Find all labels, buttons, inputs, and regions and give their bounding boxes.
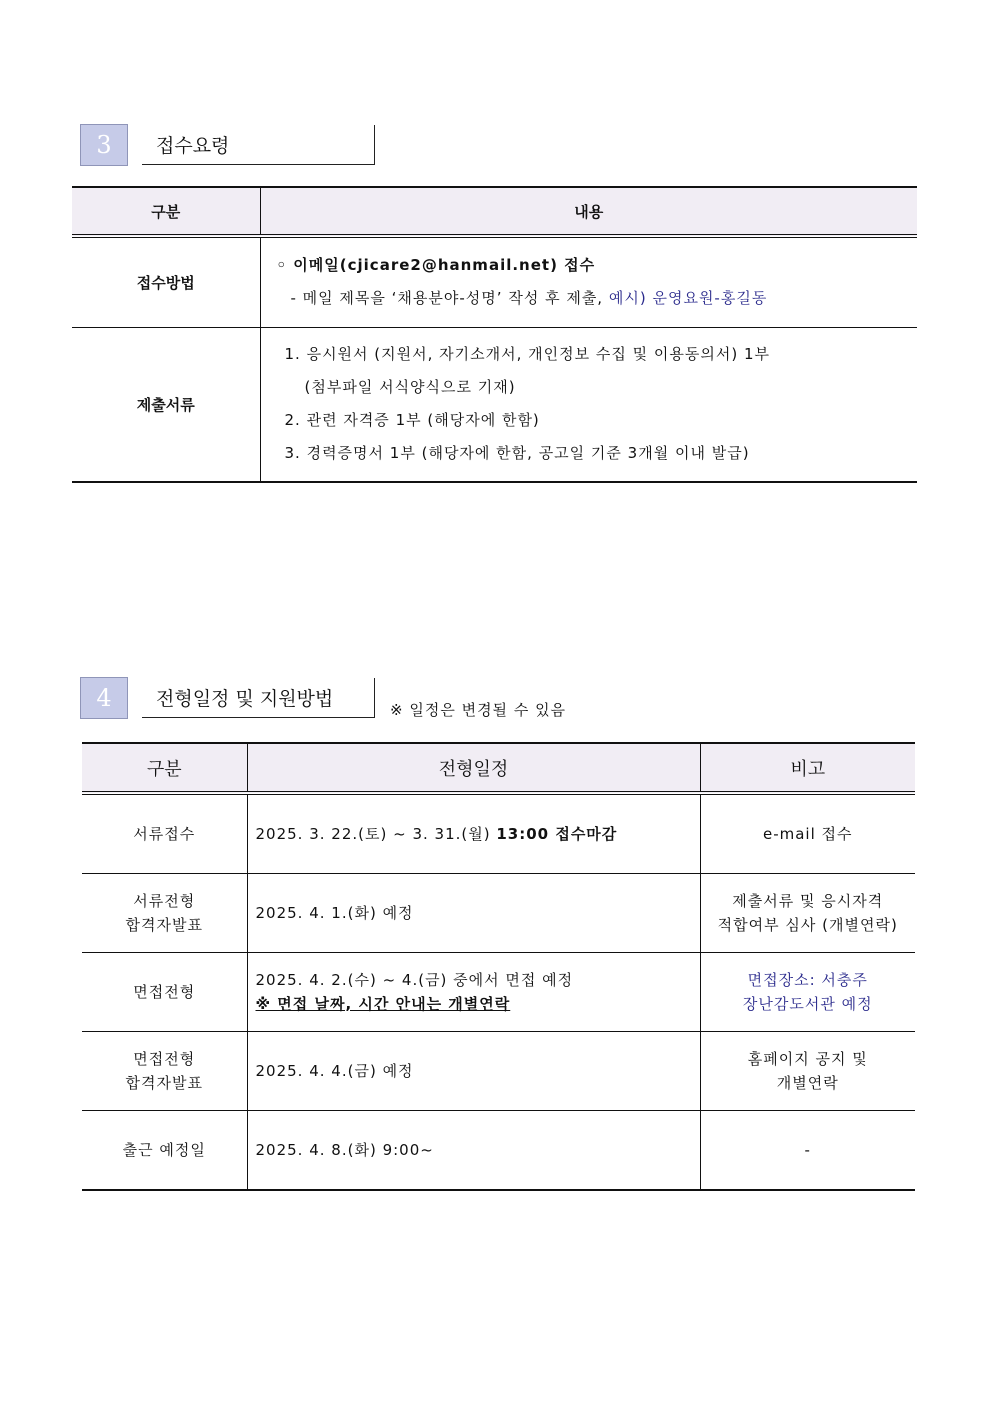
header-content: 내용 [260,187,917,236]
application-table [72,186,917,483]
row-schedule: 2025. 4. 4.(금) 예정 [247,1032,700,1111]
schedule-text: 2025. 3. 22.(토) ~ 3. 31.(월) [255,825,491,843]
doc-item: 1. 응시원서 (지원서, 자기소개서, 개인정보 수집 및 이용동의서) 1부 [284,345,770,364]
doc-item-note: (첨부파일 서식양식으로 기재) [304,378,516,397]
subject-instruction: - 메일 제목을 ‘채용분야-성명’ 작성 후 제출, [290,289,604,308]
header-remark: 비고 [700,743,915,793]
row-label: 서류전형 합격자발표 [82,874,247,953]
row-label: 면접전형 합격자발표 [82,1032,247,1111]
row-remark: 제출서류 및 응시자격 적합여부 심사 (개별연락) [700,874,915,953]
row-content [260,327,917,482]
table-row [82,1032,915,1111]
row-schedule: 2025. 4. 2.(수) ~ 4.(금) 중에서 면접 예정 ※ 면접 날짜, 시간 안내는 개별연락 [247,953,700,1032]
row-schedule: 2025. 4. 1.(화) 예정 [247,874,700,953]
table-header-row [72,187,917,236]
schedule-deadline: 13:00 접수마감 [496,825,618,843]
header-category: 구분 [72,187,260,236]
subject-line [277,282,917,315]
row-remark: - [700,1111,915,1191]
row-label: 면접전형 [82,953,247,1032]
doc-item: 3. 경력증명서 1부 (해당자에 한함, 공고일 기준 3개월 이내 발급) [284,444,750,463]
section-4-number: 4 [80,677,128,719]
table-row [72,236,917,327]
email-line: ◦ 이메일(cjicare2@hanmail.net) 접수 [276,256,596,275]
table-row [82,1111,915,1191]
table-row [82,874,915,953]
row-label: 서류접수 [82,793,247,874]
row-remark: 면접장소: 서충주 장난감도서관 예정 [700,953,915,1032]
table-row [82,793,915,874]
table-header-row [82,743,915,793]
row-label: 제출서류 [72,327,260,482]
doc-item: 2. 관련 자격증 1부 (해당자에 한함) [284,411,540,430]
section-3-title: 접수요령 [142,125,375,165]
interview-notice: ※ 면접 날짜, 시간 안내는 개별연락 [255,995,511,1013]
row-content [260,236,917,327]
row-schedule [247,793,700,874]
row-remark: 홈페이지 공지 및 개별연락 [700,1032,915,1111]
table-row [72,327,917,482]
row-label: 접수방법 [72,236,260,327]
row-label: 출근 예정일 [82,1111,247,1191]
row-remark: e-mail 접수 [700,793,915,874]
header-schedule: 전형일정 [247,743,700,793]
subject-example: 예시) 운영요원-홍길동 [608,289,768,308]
row-schedule: 2025. 4. 8.(화) 9:00~ [247,1111,700,1191]
schedule-table [82,742,915,1191]
section-3-number: 3 [80,124,128,166]
section-4-title: 전형일정 및 지원방법 [142,678,375,718]
schedule-note: ※ 일정은 변경될 수 있음 [390,701,567,719]
table-row [82,953,915,1032]
header-category: 구분 [82,743,247,793]
